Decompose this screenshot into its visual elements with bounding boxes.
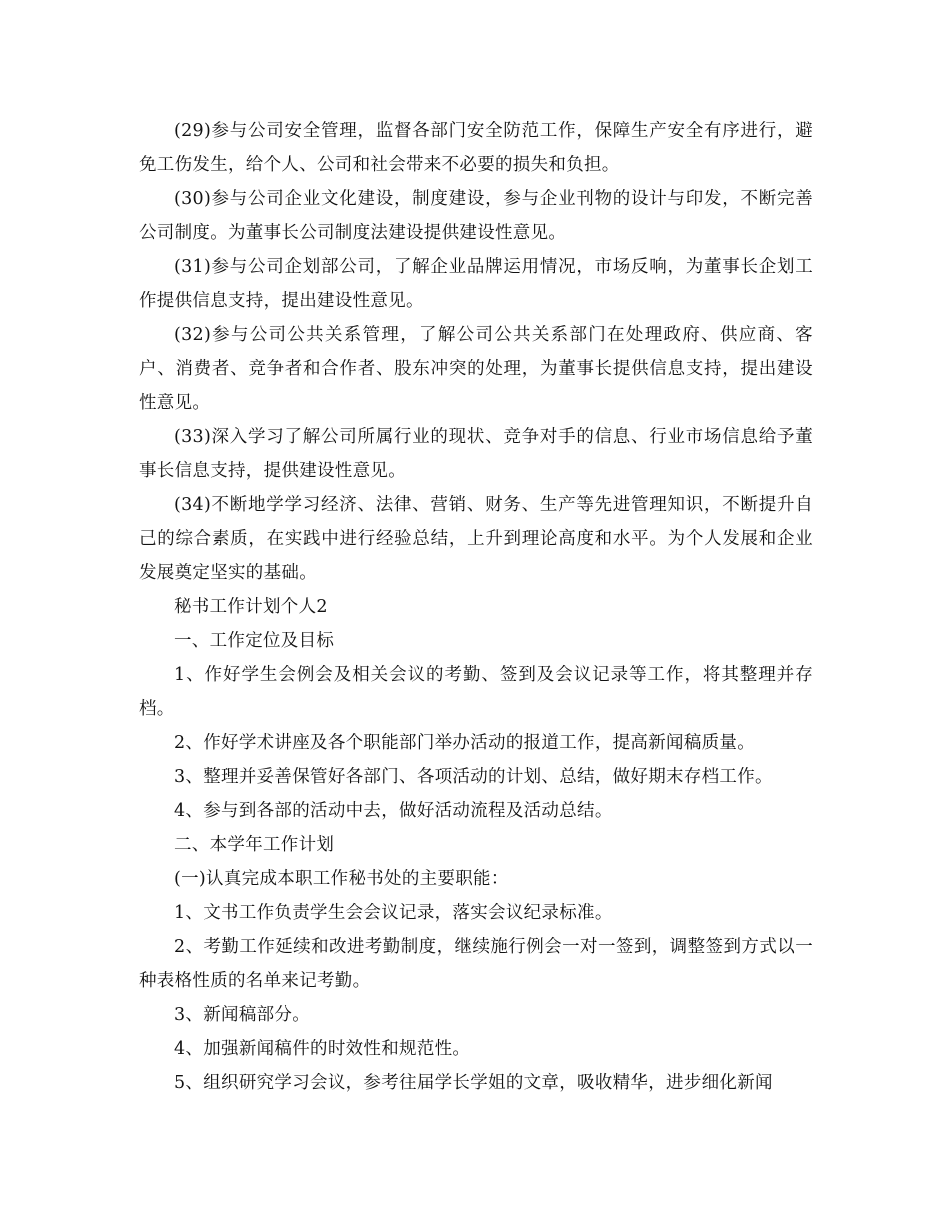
paragraph-33: (33)深入学习了解公司所属行业的现状、竞争对手的信息、行业市场信息给予董事长信息支持，提供建设性意见。 (139, 427, 813, 481)
duty-item-2: 2、考勤工作延续和改进考勤制度，继续施行例会一对一签到，调整签到方式以一种表格性质的名单来记考勤。 (139, 937, 813, 991)
paragraph-32: (32)参与公司公共关系管理，了解公司公共关系部门在处理政府、供应商、客户、消费者、竞争者和合作者、股东冲突的处理，为董事长提供信息支持，提出建设性意见。 (139, 325, 813, 413)
goal-item-4: 4、参与到各部的活动中去，做好活动流程及活动总结。 (174, 801, 613, 821)
subheading-duties: (一)认真完成本职工作秘书处的主要职能： (174, 869, 509, 889)
duty-item-3: 3、新闻稿部分。 (174, 1005, 311, 1025)
goal-item-3: 3、整理并妥善保管好各部门、各项活动的计划、总结，做好期末存档工作。 (174, 767, 773, 787)
paragraph-31: (31)参与公司企划部公司，了解企业品牌运用情况，市场反响，为董事长企划工作提供信息支持，提出建设性意见。 (139, 257, 813, 311)
document-body (139, 114, 813, 1100)
section-title: 秘书工作计划个人2 (174, 597, 328, 617)
heading-work-positioning: 一、工作定位及目标 (174, 631, 335, 651)
goal-item-1: 1、作好学生会例会及相关会议的考勤、签到及会议记录等工作，将其整理并存档。 (139, 665, 813, 719)
duty-item-5: 5、组织研究学习会议，参考往届学长学姐的文章，吸收精华，进步细化新闻 (174, 1073, 773, 1093)
paragraph-30: (30)参与公司企业文化建设，制度建设，参与企业刊物的设计与印发，不断完善公司制度。为董事长公司制度法建设提供建设性意见。 (139, 189, 813, 243)
duty-item-1: 1、文书工作负责学生会会议记录，落实会议纪录标准。 (174, 903, 613, 923)
paragraph-29: (29)参与公司安全管理，监督各部门安全防范工作，保障生产安全有序进行，避免工伤发生，给个人、公司和社会带来不必要的损失和负担。 (139, 121, 813, 175)
goal-item-2: 2、作好学术讲座及各个职能部门举办活动的报道工作，提高新闻稿质量。 (174, 733, 756, 753)
duty-item-4: 4、加强新闻稿件的时效性和规范性。 (174, 1039, 471, 1059)
paragraph-34: (34)不断地学学习经济、法律、营销、财务、生产等先进管理知识，不断提升自己的综合素质，在实践中进行经验总结，上升到理论高度和水平。为个人发展和企业发展奠定坚实的基础。 (139, 495, 813, 583)
heading-annual-plan: 二、本学年工作计划 (174, 835, 335, 855)
